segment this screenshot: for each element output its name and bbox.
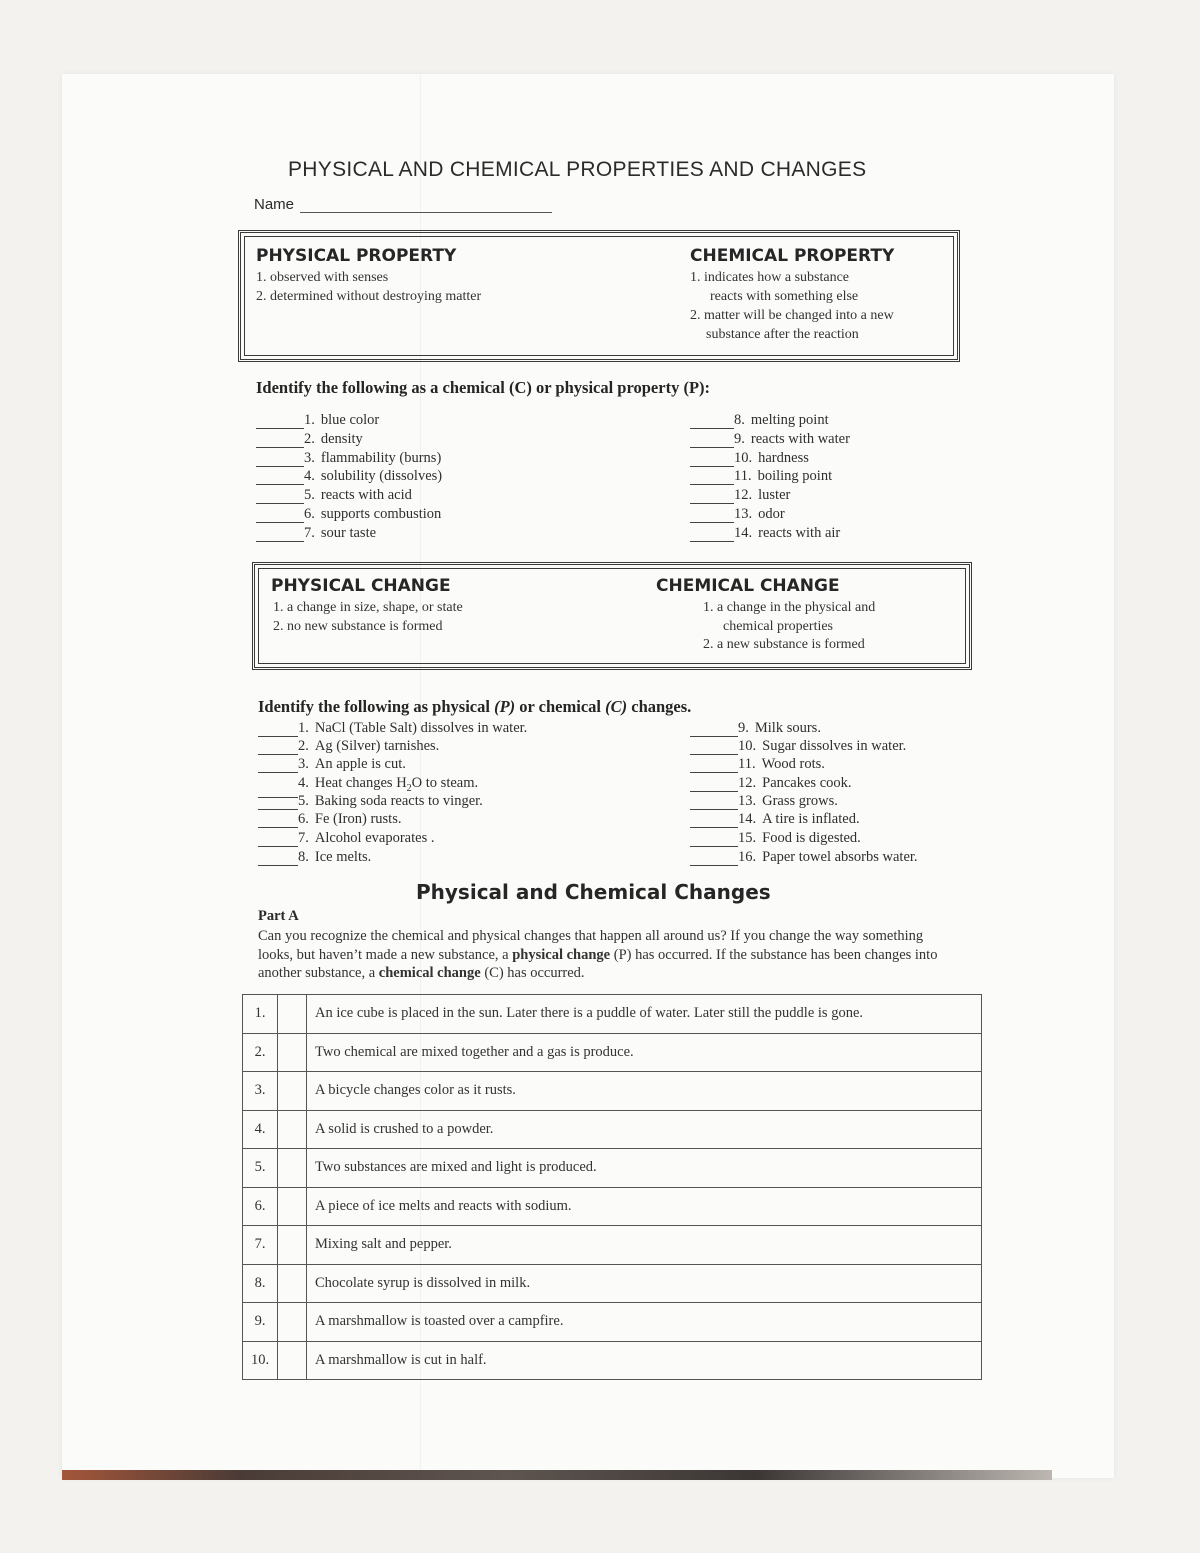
change-item[interactable]: 15. Food is digested.	[690, 829, 861, 847]
table-row	[243, 1072, 982, 1111]
answer-cell[interactable]	[278, 1264, 307, 1303]
row-text: A solid is crushed to a powder.	[307, 1110, 982, 1149]
chemical-change-heading: CHEMICAL CHANGE	[656, 576, 840, 596]
answer-cell[interactable]	[278, 1033, 307, 1072]
physical-change-line: 2. no new substance is formed	[273, 619, 443, 634]
answer-blank[interactable]	[690, 834, 738, 847]
row-text: Chocolate syrup is dissolved in milk.	[307, 1264, 982, 1303]
property-item[interactable]: 7. sour taste	[256, 524, 376, 542]
answer-blank[interactable]	[690, 779, 738, 792]
change-instructions: Identify the following as physical (P) or chemical (C) changes.	[258, 697, 692, 716]
change-item[interactable]: 10. Sugar dissolves in water.	[690, 737, 906, 755]
change-item[interactable]: 12. Pancakes cook.	[690, 774, 852, 792]
row-number: 2.	[243, 1033, 278, 1072]
answer-blank[interactable]	[258, 853, 298, 866]
change-item[interactable]: 8. Ice melts.	[258, 848, 371, 866]
answer-blank[interactable]	[690, 510, 734, 523]
part-a-instructions: Can you recognize the chemical and physical changes that happen all around us? If you change the way something looks, but haven’t made a new substance, a physical change (P) has occurred. If the substance has been changes into another substance, a chemical change (C) has occurred.	[258, 928, 938, 981]
answer-blank[interactable]	[256, 529, 304, 542]
answer-blank[interactable]	[690, 435, 734, 448]
change-item[interactable]: 1. NaCl (Table Salt) dissolves in water.	[258, 719, 527, 737]
answer-blank[interactable]	[690, 529, 734, 542]
row-number: 9.	[243, 1303, 278, 1342]
table-row	[243, 995, 982, 1034]
answer-blank[interactable]	[256, 416, 304, 429]
property-instructions: Identify the following as a chemical (C) or physical property (P):	[256, 378, 711, 397]
answer-blank[interactable]	[690, 742, 738, 755]
property-item[interactable]: 1. blue color	[256, 411, 379, 429]
change-item[interactable]: 11. Wood rots.	[690, 755, 825, 773]
change-item[interactable]: 16. Paper towel absorbs water.	[690, 848, 918, 866]
table-row	[243, 1187, 982, 1226]
answer-blank[interactable]	[256, 510, 304, 523]
chemical-property-line: substance after the reaction	[706, 327, 859, 342]
physical-property-line: 2. determined without destroying matter	[256, 289, 482, 304]
name-blank[interactable]	[300, 198, 552, 213]
change-item[interactable]: 13. Grass grows.	[690, 792, 838, 810]
change-item[interactable]: 4. Heat changes $H_2O$ to steam.	[258, 774, 478, 798]
row-number: 7.	[243, 1226, 278, 1265]
property-item[interactable]: 5. reacts with acid	[256, 486, 412, 504]
chemical-property-line: 2. matter will be changed into a new	[690, 308, 894, 323]
property-item[interactable]: 12. luster	[690, 486, 790, 504]
answer-blank[interactable]	[256, 454, 304, 467]
property-item[interactable]: 14. reacts with air	[690, 524, 840, 542]
answer-cell[interactable]	[278, 1187, 307, 1226]
answer-blank[interactable]	[690, 853, 738, 866]
change-item[interactable]: 7. Alcohol evaporates .	[258, 829, 434, 847]
change-item[interactable]: 2. Ag (Silver) tarnishes.	[258, 737, 439, 755]
row-text: Two chemical are mixed together and a gas is produce.	[307, 1033, 982, 1072]
answer-blank[interactable]	[258, 797, 298, 810]
change-item[interactable]: 3. An apple is cut.	[258, 755, 406, 773]
physical-property-line: 1. observed with senses	[256, 270, 389, 285]
answer-blank[interactable]	[690, 416, 734, 429]
change-item[interactable]: 9. Milk sours.	[690, 719, 821, 737]
answer-blank[interactable]	[256, 491, 304, 504]
table-row	[243, 1033, 982, 1072]
answer-blank[interactable]	[690, 491, 734, 504]
property-item[interactable]: 2. density	[256, 430, 363, 448]
row-number: 3.	[243, 1072, 278, 1111]
table-row	[243, 1149, 982, 1188]
row-number: 8.	[243, 1264, 278, 1303]
chemical-change-line: 2. a new substance is formed	[703, 637, 865, 652]
answer-cell[interactable]	[278, 1303, 307, 1342]
property-item[interactable]: 10. hardness	[690, 449, 809, 467]
changes-table	[242, 994, 982, 1380]
answer-cell[interactable]	[278, 1149, 307, 1188]
answer-blank[interactable]	[258, 834, 298, 847]
row-text: An ice cube is placed in the sun. Later there is a puddle of water. Later still the puddle is gone.	[307, 995, 982, 1034]
chemical-change-line: chemical properties	[723, 619, 834, 634]
answer-blank[interactable]	[258, 742, 298, 755]
change-item[interactable]: 6. Fe (Iron) rusts.	[258, 810, 401, 828]
answer-cell[interactable]	[278, 1072, 307, 1111]
property-item[interactable]: 3. flammability (burns)	[256, 449, 441, 467]
answer-cell[interactable]	[278, 1110, 307, 1149]
change-item[interactable]: 5. Baking soda reacts to vinger.	[258, 792, 483, 810]
row-text: A marshmallow is cut in half.	[307, 1341, 982, 1380]
section-title: Physical and Chemical Changes	[416, 880, 771, 904]
worksheet-title: PHYSICAL AND CHEMICAL PROPERTIES AND CHANGES	[288, 158, 867, 181]
answer-blank[interactable]	[690, 724, 738, 737]
property-item[interactable]: 9. reacts with water	[690, 430, 850, 448]
property-item[interactable]: 6. supports combustion	[256, 505, 441, 523]
row-text: A piece of ice melts and reacts with sodium.	[307, 1187, 982, 1226]
scan-edge-strip	[62, 1470, 1052, 1480]
answer-blank[interactable]	[690, 760, 738, 773]
property-item[interactable]: 4. solubility (dissolves)	[256, 467, 442, 485]
row-number: 6.	[243, 1187, 278, 1226]
table-row	[243, 1341, 982, 1380]
chemical-property-line: 1. indicates how a substance	[690, 270, 850, 285]
row-number: 1.	[243, 995, 278, 1034]
table-row	[243, 1264, 982, 1303]
chemical-property-line: reacts with something else	[710, 289, 859, 304]
answer-blank[interactable]	[256, 472, 304, 485]
table-row	[243, 1226, 982, 1265]
property-item[interactable]: 8. melting point	[690, 411, 829, 429]
row-text: Two substances are mixed and light is produced.	[307, 1149, 982, 1188]
row-number: 4.	[243, 1110, 278, 1149]
table-row	[243, 1110, 982, 1149]
row-text: A bicycle changes color as it rusts.	[307, 1072, 982, 1111]
row-text: Mixing salt and pepper.	[307, 1226, 982, 1265]
row-text: A marshmallow is toasted over a campfire.	[307, 1303, 982, 1342]
answer-cell[interactable]	[278, 1341, 307, 1380]
chemical-property-heading: CHEMICAL PROPERTY	[690, 246, 895, 266]
property-item[interactable]: 11. boiling point	[690, 467, 832, 485]
property-item[interactable]: 13. odor	[690, 505, 785, 523]
answer-blank[interactable]	[690, 454, 734, 467]
answer-blank[interactable]	[256, 435, 304, 448]
part-a-label: Part A	[258, 908, 299, 924]
answer-blank[interactable]	[258, 815, 298, 828]
answer-blank[interactable]	[690, 797, 738, 810]
row-number: 10.	[243, 1341, 278, 1380]
answer-blank[interactable]	[258, 724, 298, 737]
row-number: 5.	[243, 1149, 278, 1188]
name-field	[254, 196, 552, 213]
table-row	[243, 1303, 982, 1342]
physical-property-heading: PHYSICAL PROPERTY	[256, 246, 457, 266]
change-item[interactable]: 14. A tire is inflated.	[690, 810, 860, 828]
answer-blank[interactable]	[690, 472, 734, 485]
physical-change-line: 1. a change in size, shape, or state	[273, 600, 463, 615]
chemical-change-line: 1. a change in the physical and	[703, 600, 876, 615]
answer-cell[interactable]	[278, 1226, 307, 1265]
name-label: Name	[254, 196, 295, 213]
answer-cell[interactable]	[278, 995, 307, 1034]
physical-change-heading: PHYSICAL CHANGE	[271, 576, 451, 596]
answer-blank[interactable]	[690, 815, 738, 828]
answer-blank[interactable]	[258, 760, 298, 773]
